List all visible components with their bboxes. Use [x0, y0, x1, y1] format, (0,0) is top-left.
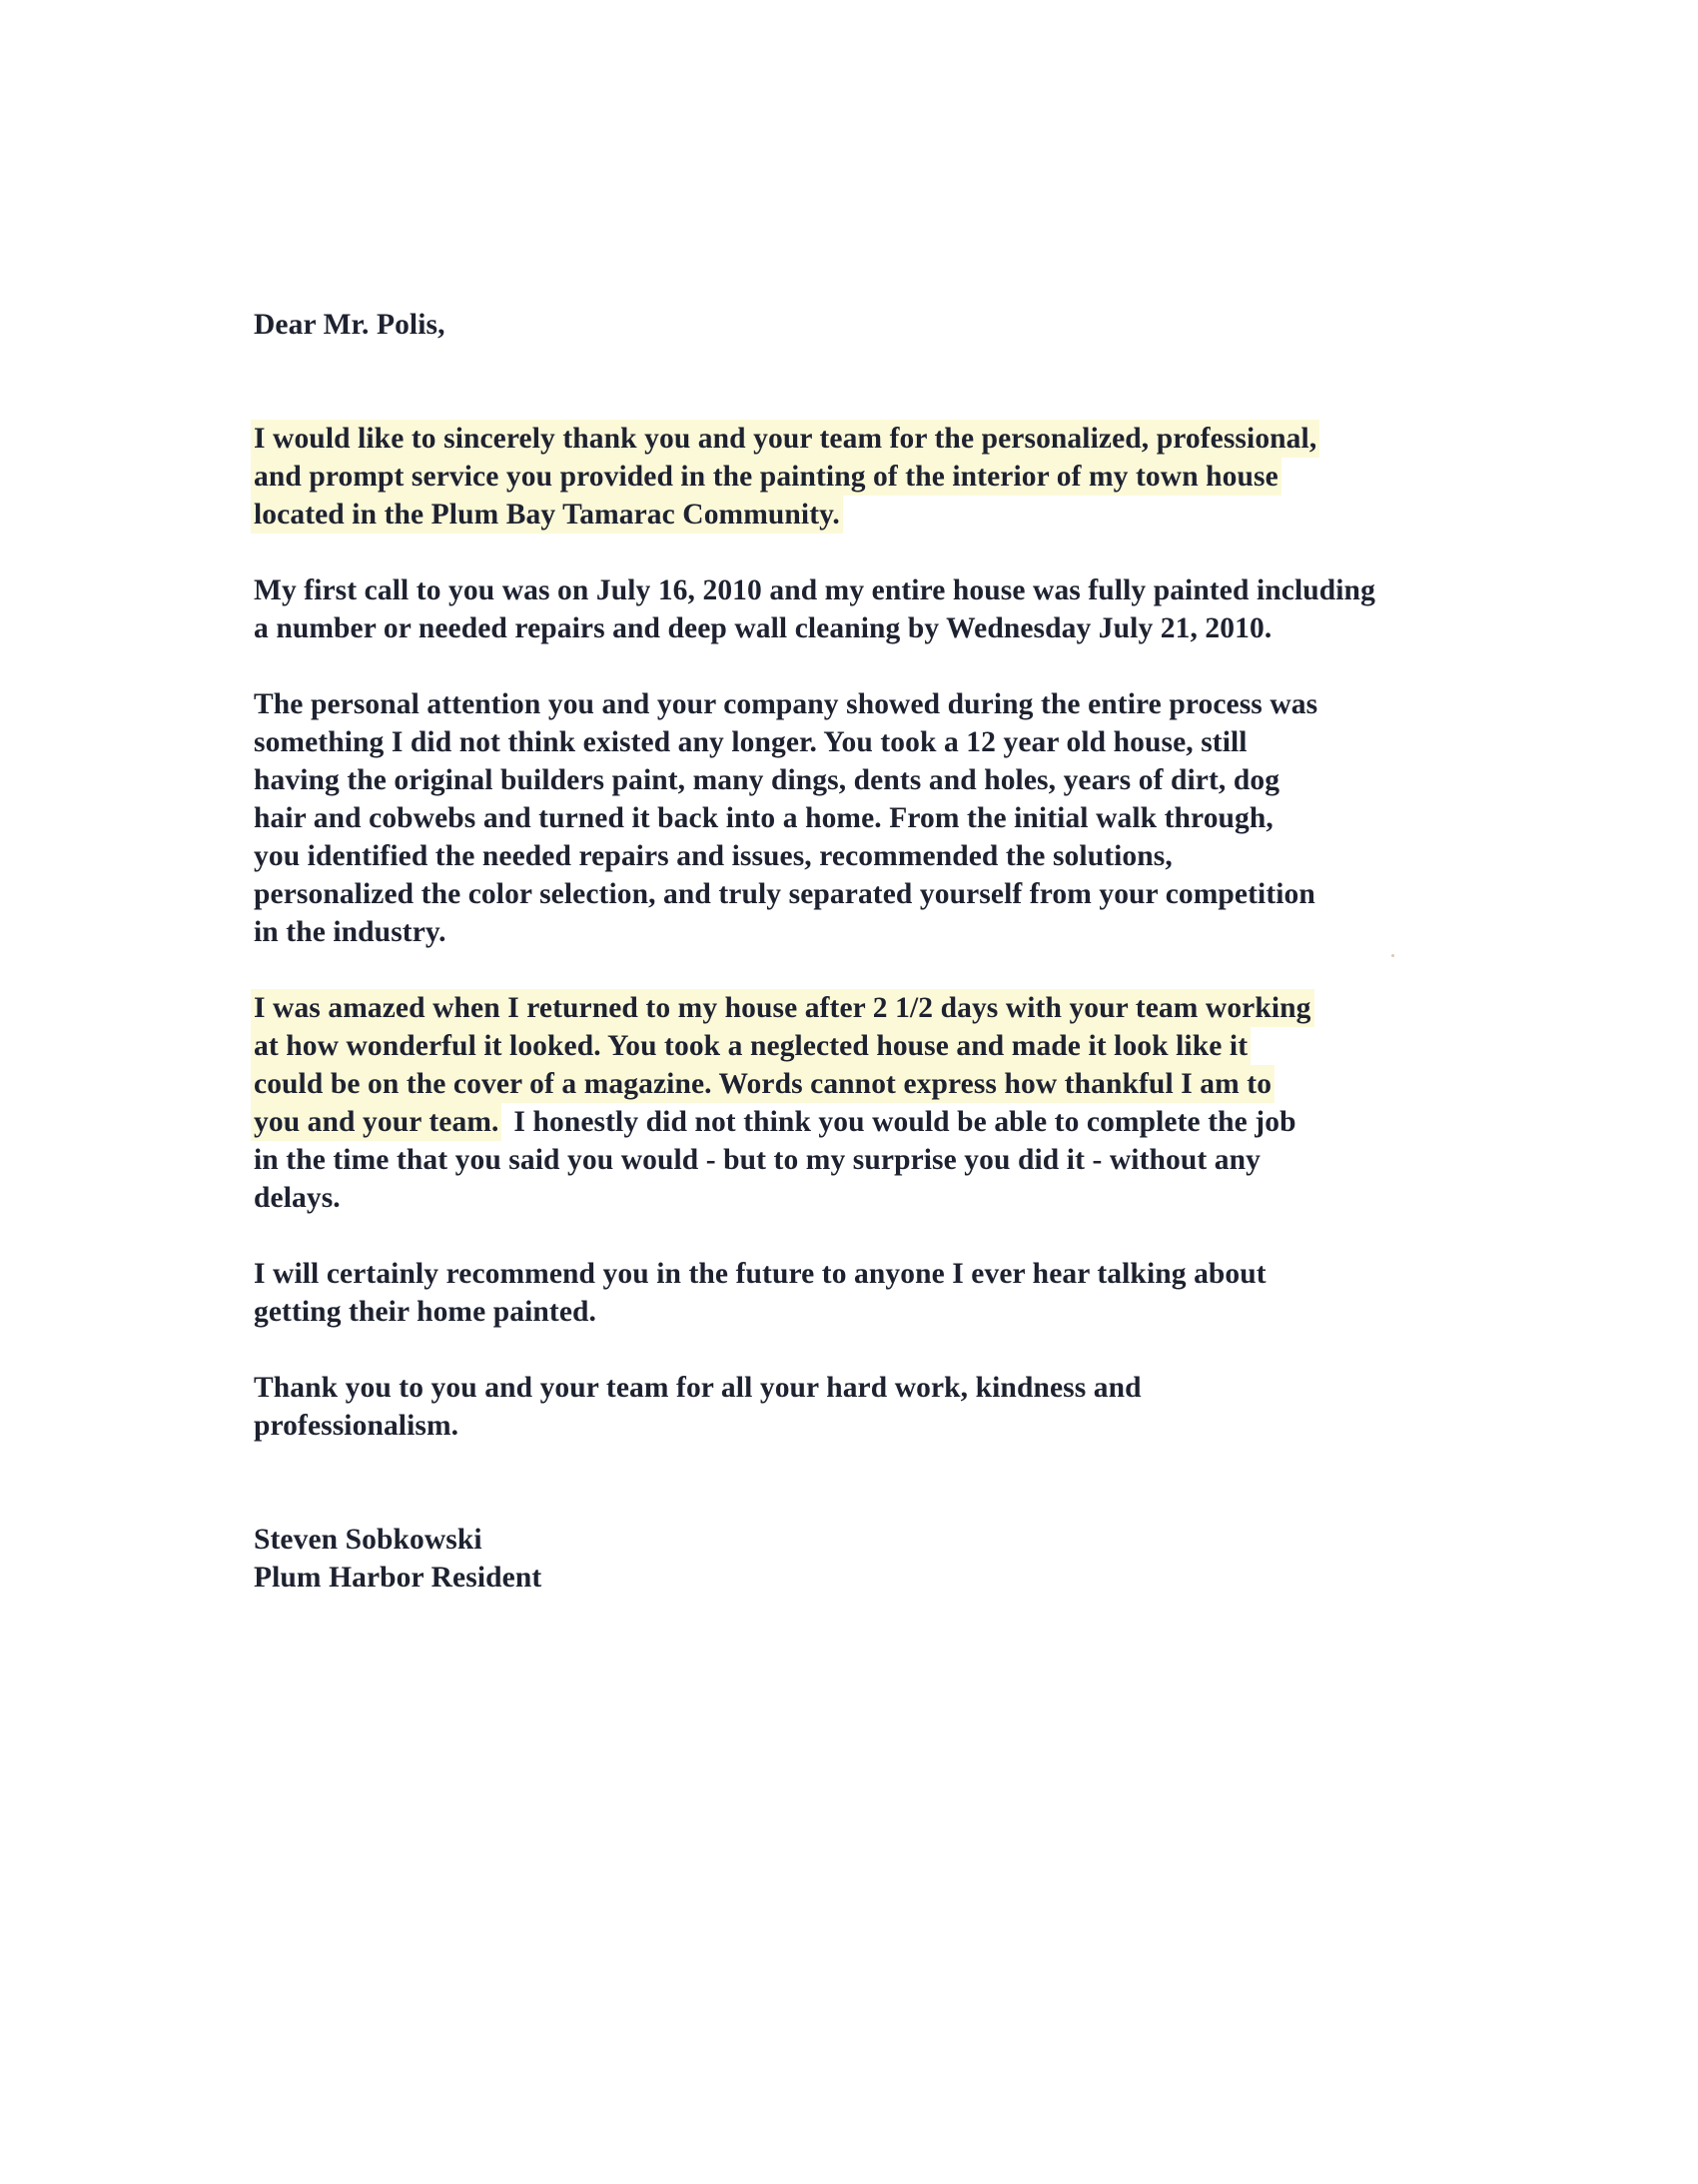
- text-line: getting their home painted.: [254, 1296, 597, 1328]
- text-line: having the original builders paint, many dings, dents and holes, years of dirt, dog: [254, 764, 1280, 796]
- highlighted-text: and prompt service you provided in the painting of the interior of my town house: [254, 461, 1278, 493]
- highlighted-text: could be on the cover of a magazine. Words cannot express how thankful I am to: [254, 1068, 1273, 1100]
- highlighted-text: located in the Plum Bay Tamarac Community.: [254, 499, 840, 531]
- signature-title: Plum Harbor Resident: [254, 1562, 542, 1594]
- paragraph-recommend: [254, 1255, 1582, 1331]
- text-line: I will certainly recommend you in the future to anyone I ever hear talking about: [254, 1258, 1267, 1290]
- text-line: a number or needed repairs and deep wall cleaning by Wednesday July 21, 2010.: [254, 612, 1273, 644]
- letter-body: [254, 306, 1582, 1597]
- paragraph-thanks: [254, 420, 1582, 534]
- closing-paragraph: [254, 1369, 1582, 1445]
- signature-name: Steven Sobkowski: [254, 1524, 482, 1556]
- text-line: in the time that you said you would - but to my surprise you did it - without any: [254, 1144, 1261, 1176]
- text-line: Thank you to you and your team for all your hard work, kindness and: [254, 1372, 1142, 1404]
- paragraph-timeline: [254, 571, 1582, 647]
- text-line: professionalism.: [254, 1410, 459, 1442]
- text-line: delays.: [254, 1182, 341, 1214]
- text-line: in the industry.: [254, 916, 446, 948]
- salutation: Dear Mr. Polis,: [254, 309, 445, 341]
- text-line: The personal attention you and your company showed during the entire process was: [254, 688, 1318, 720]
- paragraph-amazed: [254, 989, 1582, 1217]
- text-line: My first call to you was on July 16, 2010 and my entire house was fully painted including: [254, 574, 1375, 606]
- paragraph-personal-attention: [254, 685, 1582, 951]
- signature-block: [254, 1521, 1582, 1597]
- highlighted-text: you and your team.: [254, 1106, 499, 1138]
- highlighted-text: at how wonderful it looked. You took a neglected house and made it look like it: [254, 1030, 1249, 1062]
- highlighted-text: I was amazed when I returned to my house after 2 1/2 days with your team working: [254, 992, 1311, 1024]
- text-line: something I did not think existed any longer. You took a 12 year old house, still: [254, 726, 1248, 758]
- text-line: you identified the needed repairs and issues, recommended the solutions,: [254, 840, 1173, 872]
- scan-speck: [1391, 954, 1394, 957]
- highlighted-text: I would like to sincerely thank you and your team for the personalized, professional,: [254, 423, 1317, 455]
- text-line: hair and cobwebs and turned it back into a home. From the initial walk through,: [254, 802, 1274, 834]
- text-line: I honestly did not think you would be able to complete the job: [498, 1106, 1296, 1138]
- text-line: personalized the color selection, and truly separated yourself from your competition: [254, 878, 1315, 910]
